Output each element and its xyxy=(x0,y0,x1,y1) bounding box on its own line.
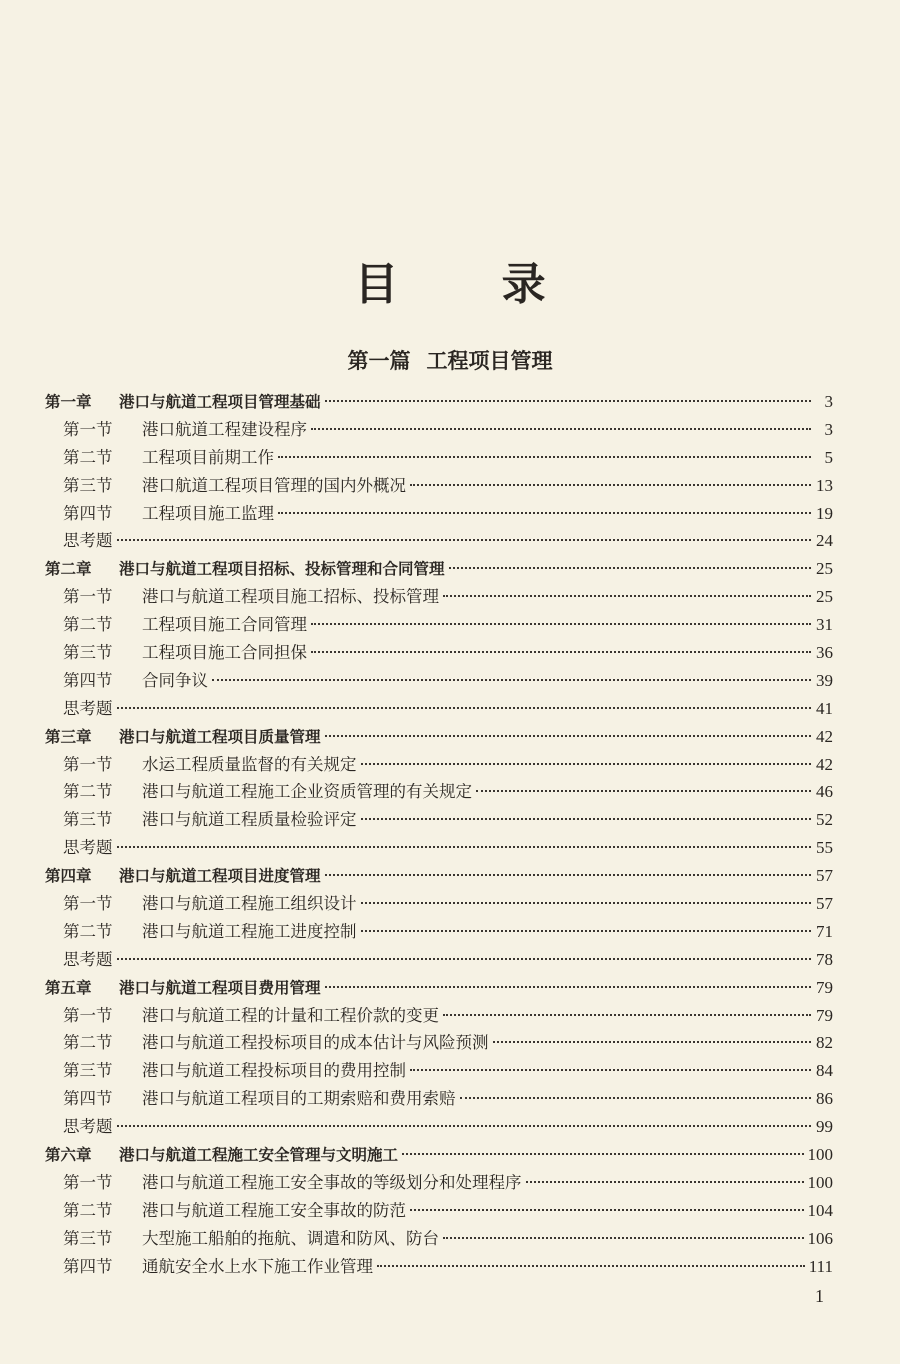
toc-section xyxy=(45,1029,833,1057)
toc-question xyxy=(45,1113,833,1141)
toc-question xyxy=(45,946,833,974)
entry-page: 106 xyxy=(807,1228,833,1248)
entry-label: 第二节 xyxy=(63,615,113,635)
entry-page: 24 xyxy=(816,531,833,551)
entry-title: 港口与航道工程质量检验评定 xyxy=(142,810,357,830)
toc-section xyxy=(45,416,833,444)
entry-label: 第三节 xyxy=(63,475,113,495)
entry-page: 13 xyxy=(816,475,833,495)
entry-label: 第四节 xyxy=(63,1256,113,1276)
dot-leader xyxy=(361,818,812,820)
toc-chapter xyxy=(45,1141,833,1169)
toc-section xyxy=(45,472,833,500)
toc-section xyxy=(45,751,833,779)
entry-page: 52 xyxy=(816,810,833,830)
entry-title: 港口与航道工程施工组织设计 xyxy=(142,894,357,914)
dot-leader xyxy=(476,790,811,792)
entry-page: 39 xyxy=(816,670,833,690)
dot-leader xyxy=(278,512,811,514)
entry-page: 41 xyxy=(816,698,833,718)
page-number: 1 xyxy=(815,1286,824,1306)
entry-label: 第三节 xyxy=(63,1228,113,1248)
entry-title: 港口航道工程建设程序 xyxy=(142,419,307,439)
entry-title: 通航安全水上水下施工作业管理 xyxy=(142,1256,373,1276)
entry-title: 港口与航道工程施工安全管理与文明施工 xyxy=(119,1146,399,1165)
entry-title: 港口与航道工程施工进度控制 xyxy=(142,921,357,941)
page-title: 目 录 xyxy=(354,259,590,310)
part-name: 工程项目管理 xyxy=(426,349,553,373)
dot-leader xyxy=(212,679,811,681)
dot-leader xyxy=(325,986,811,988)
entry-page: 55 xyxy=(816,838,833,858)
dot-leader xyxy=(117,1125,812,1127)
entry-title: 港口与航道工程项目质量管理 xyxy=(119,727,321,746)
entry-label: 第二节 xyxy=(63,1033,113,1053)
entry-title: 港口与航道工程项目的工期索赔和费用索赔 xyxy=(142,1089,456,1109)
entry-label: 第一节 xyxy=(63,754,113,774)
dot-leader xyxy=(278,456,811,458)
entry-page: 100 xyxy=(807,1145,833,1165)
entry-title: 思考题 xyxy=(63,698,113,718)
entry-title: 港口与航道工程施工企业资质管理的有关规定 xyxy=(142,782,472,802)
entry-page: 5 xyxy=(824,447,833,467)
entry-title: 工程项目施工合同管理 xyxy=(142,615,307,635)
entry-page: 42 xyxy=(816,726,833,746)
entry-title: 港口与航道工程项目招标、投标管理和合同管理 xyxy=(119,560,445,579)
entry-label: 第三节 xyxy=(63,810,113,830)
entry-title: 工程项目前期工作 xyxy=(142,447,274,467)
toc-question xyxy=(45,527,833,555)
entry-page: 99 xyxy=(816,1117,833,1137)
entry-page: 31 xyxy=(816,615,833,635)
entry-page: 71 xyxy=(816,921,833,941)
dot-leader xyxy=(526,1181,804,1183)
entry-title: 港口与航道工程的计量和工程价款的变更 xyxy=(142,1005,439,1025)
part-label: 第一篇 xyxy=(347,349,411,373)
toc-question xyxy=(45,834,833,862)
dot-leader xyxy=(443,1237,804,1239)
entry-label: 第六章 xyxy=(45,1146,92,1165)
dot-leader xyxy=(402,1153,803,1155)
entry-page: 25 xyxy=(816,559,833,579)
toc-chapter xyxy=(45,974,833,1002)
entry-label: 第三节 xyxy=(63,643,113,663)
entry-page: 86 xyxy=(816,1089,833,1109)
entry-label: 第五章 xyxy=(45,978,92,997)
dot-leader xyxy=(325,735,811,737)
dot-leader xyxy=(117,846,812,848)
entry-label: 第一节 xyxy=(63,419,113,439)
toc-chapter xyxy=(45,862,833,890)
toc-section xyxy=(45,1197,833,1225)
entry-title: 大型施工船舶的拖航、调遣和防风、防台 xyxy=(142,1228,439,1248)
table-of-contents xyxy=(45,388,833,1281)
entry-page: 111 xyxy=(808,1256,833,1276)
toc-section xyxy=(45,611,833,639)
entry-label: 第四节 xyxy=(63,1089,113,1109)
entry-label: 第一节 xyxy=(63,587,113,607)
dot-leader xyxy=(311,651,811,653)
dot-leader xyxy=(377,1265,805,1267)
dot-leader xyxy=(325,400,811,402)
entry-page: 3 xyxy=(824,419,833,439)
toc-section xyxy=(45,1169,833,1197)
entry-page: 42 xyxy=(816,754,833,774)
entry-page: 104 xyxy=(807,1200,833,1220)
dot-leader xyxy=(410,1069,811,1071)
entry-title: 港口与航道工程项目施工招标、投标管理 xyxy=(142,587,439,607)
entry-page: 79 xyxy=(816,977,833,997)
toc-section xyxy=(45,1085,833,1113)
toc-section xyxy=(45,890,833,918)
entry-label: 第二节 xyxy=(63,1200,113,1220)
entry-page: 19 xyxy=(816,503,833,523)
toc-section xyxy=(45,778,833,806)
entry-title: 港口与航道工程施工安全事故的防范 xyxy=(142,1200,406,1220)
entry-page: 46 xyxy=(816,782,833,802)
entry-page: 25 xyxy=(816,587,833,607)
entry-label: 第一节 xyxy=(63,894,113,914)
dot-leader xyxy=(117,707,812,709)
entry-label: 第四节 xyxy=(63,503,113,523)
toc-section xyxy=(45,667,833,695)
entry-label: 第二章 xyxy=(45,560,92,579)
toc-section xyxy=(45,444,833,472)
entry-title: 港口与航道工程项目管理基础 xyxy=(119,393,321,411)
entry-label: 第二节 xyxy=(63,782,113,802)
entry-page: 57 xyxy=(816,894,833,914)
toc-section xyxy=(45,639,833,667)
toc-section xyxy=(45,806,833,834)
dot-leader xyxy=(311,428,811,430)
dot-leader xyxy=(410,1209,804,1211)
dot-leader xyxy=(325,874,811,876)
dot-leader xyxy=(361,763,812,765)
entry-title: 工程项目施工监理 xyxy=(142,503,274,523)
dot-leader xyxy=(443,1014,811,1016)
part-heading xyxy=(0,345,900,375)
toc-chapter xyxy=(45,555,833,583)
toc-chapter xyxy=(45,388,833,416)
dot-leader xyxy=(443,595,811,597)
toc-section xyxy=(45,500,833,528)
dot-leader xyxy=(410,484,811,486)
toc-section xyxy=(45,1002,833,1030)
entry-title: 港口与航道工程投标项目的成本估计与风险预测 xyxy=(142,1033,489,1053)
entry-page: 3 xyxy=(824,392,833,411)
toc-section xyxy=(45,583,833,611)
entry-page: 78 xyxy=(816,949,833,969)
dot-leader xyxy=(311,623,811,625)
entry-title: 港口航道工程项目管理的国内外概况 xyxy=(142,475,406,495)
entry-page: 57 xyxy=(816,866,833,886)
entry-label: 第二节 xyxy=(63,921,113,941)
entry-title: 合同争议 xyxy=(142,670,208,690)
entry-title: 港口与航道工程投标项目的费用控制 xyxy=(142,1061,406,1081)
entry-page: 84 xyxy=(816,1061,833,1081)
entry-title: 水运工程质量监督的有关规定 xyxy=(142,754,357,774)
entry-title: 思考题 xyxy=(63,1117,113,1137)
entry-label: 第一章 xyxy=(45,393,92,411)
entry-label: 第三节 xyxy=(63,1061,113,1081)
dot-leader xyxy=(117,539,812,541)
dot-leader xyxy=(361,902,812,904)
entry-label: 第四节 xyxy=(63,670,113,690)
dot-leader xyxy=(449,567,811,569)
toc-section xyxy=(45,1225,833,1253)
entry-label: 第三章 xyxy=(45,727,92,746)
entry-page: 82 xyxy=(816,1033,833,1053)
dot-leader xyxy=(117,958,812,960)
entry-page: 100 xyxy=(807,1172,833,1192)
entry-label: 第二节 xyxy=(63,447,113,467)
entry-label: 第四章 xyxy=(45,867,92,886)
entry-page: 79 xyxy=(816,1005,833,1025)
entry-page: 36 xyxy=(816,643,833,663)
toc-section xyxy=(45,1057,833,1085)
dot-leader xyxy=(493,1041,812,1043)
entry-label: 第一节 xyxy=(63,1005,113,1025)
toc-question xyxy=(45,695,833,723)
entry-title: 港口与航道工程项目费用管理 xyxy=(119,978,321,997)
toc-chapter xyxy=(45,723,833,751)
entry-title: 工程项目施工合同担保 xyxy=(142,643,307,663)
entry-title: 思考题 xyxy=(63,531,113,551)
entry-title: 思考题 xyxy=(63,838,113,858)
entry-title: 港口与航道工程施工安全事故的等级划分和处理程序 xyxy=(142,1172,522,1192)
entry-title: 港口与航道工程项目进度管理 xyxy=(119,867,321,886)
entry-label: 第一节 xyxy=(63,1172,113,1192)
dot-leader xyxy=(460,1097,812,1099)
toc-section xyxy=(45,1253,833,1281)
toc-section xyxy=(45,918,833,946)
dot-leader xyxy=(361,930,812,932)
entry-title: 思考题 xyxy=(63,949,113,969)
